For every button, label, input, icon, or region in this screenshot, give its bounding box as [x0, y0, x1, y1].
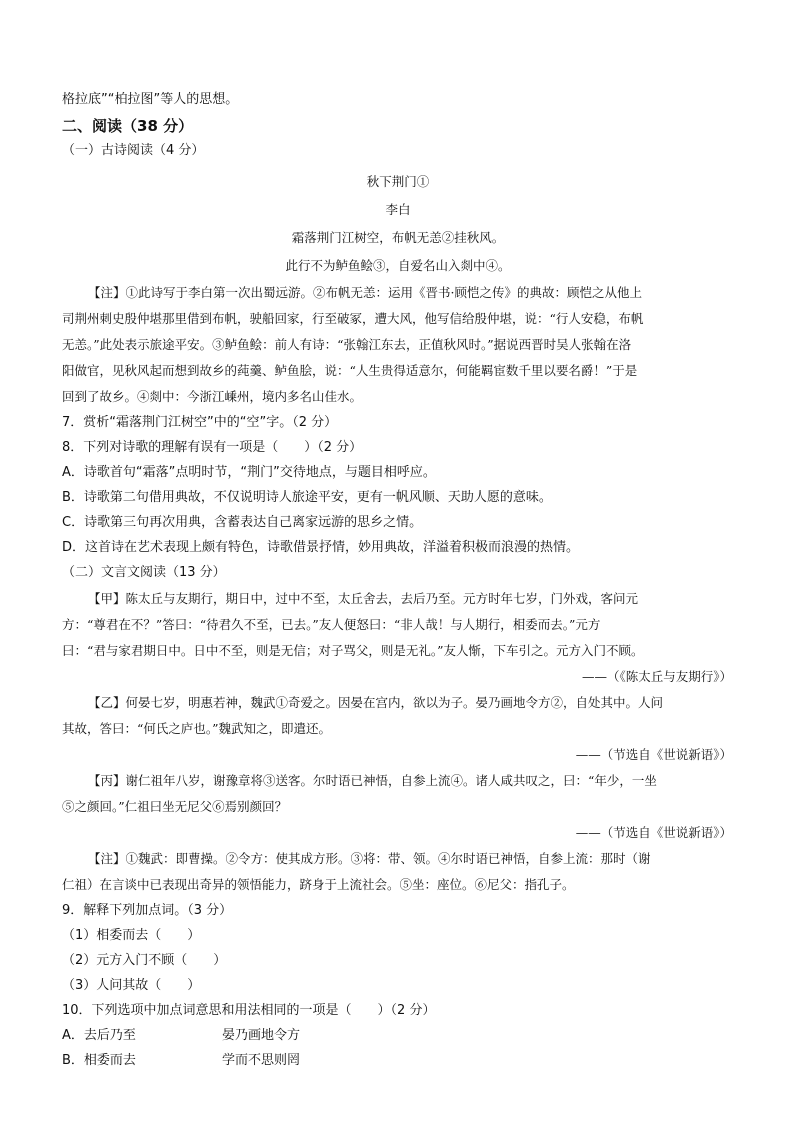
poem-line-1: 霜落荆门江树空，布帆无恙②挂秋风。	[291, 230, 505, 245]
passage-jia	[62, 586, 734, 690]
passage-source: ——（节选自《世说新语》）	[575, 825, 732, 840]
passage-line: 【乙】何晏七岁，明惠若神，魏武①奇爱之。因晏在宫内，欲以为子。晏乃画地令方②，自处其中。人问	[88, 695, 664, 710]
option-a: A．诗歌首句“霜落”点明时节，“荆门”交待地点，与题目相呼应。	[62, 465, 436, 480]
poem-note-line: 无恙。”此处表示旅途平安。③鲈鱼鲙：前人有诗：“张翰江东去，正值秋风时。”据说西晋时吴人张翰在洛	[62, 337, 632, 352]
question-9-item: （2）元方入门不顾（ ）	[62, 953, 227, 968]
option-a-right: 晏乃画地令方	[222, 1028, 301, 1043]
option-b-right: 学而不思则罔	[222, 1053, 301, 1068]
question-7: 7．赏析“霜落荆门江树空”中的“空”字。（2 分）	[62, 415, 338, 430]
question-10-stem: 10．下列选项中加点词意思和用法相同的一项是（ ）（2 分）	[62, 1003, 436, 1018]
question-8	[62, 435, 734, 560]
top-line: 格拉底”“柏拉图”等人的思想。	[62, 92, 239, 107]
poem-note-line: 阳做官，见秋风起而想到故乡的莼羹、鲈鱼脍，说：“人生贵得适意尔，何能羁宦数千里以要名爵！”于是	[62, 363, 638, 378]
poem-note-line: 回到了故乡。④剡中：今浙江嵊州，境内多名山佳水。	[62, 389, 363, 404]
passage-line: 其故，答曰：“何氏之庐也。”魏武知之，即遣还。	[62, 721, 332, 736]
prose-note-line: 【注】①魏武：即曹操。②令方：使其成方形。③将：带、领。④尔时语已神悟，自参上流：那时（谢	[88, 851, 651, 866]
passage-source: ——（《陈太丘与友期行》）	[581, 669, 732, 684]
passage-source: ——（节选自《世说新语》）	[575, 747, 732, 762]
poem-note-line: 司荆州刺史殷仲堪那里借到布帆，驶船回家，行至破冢，遭大风，他写信给殷仲堪，说：“行人安稳，布帆	[62, 311, 644, 326]
prose-note	[62, 846, 734, 898]
question-9-item: （3）人问其故（ ）	[62, 978, 201, 993]
question-9-stem: 9．解释下列加点词。（3 分）	[62, 903, 233, 918]
passage-line: 曰：“君与家君期日中。日中不至，则是无信；对子骂父，则是无礼。”友人惭，下车引之。元方入门不顾。	[62, 643, 644, 658]
passage-line: ⑤之颜回。”仁祖曰坐无尼父⑥焉别颜回？	[62, 799, 288, 814]
question-8-stem: 8．下列对诗歌的理解有误有一项是（ ）（2 分）	[62, 440, 363, 455]
section2-title: 二、阅读（38 分）	[62, 117, 194, 135]
option-b-left: B．相委而去	[62, 1053, 136, 1068]
question-9	[62, 898, 734, 998]
option-b: B．诗歌第二句借用典故，不仅说明诗人旅途平安，更有一帆风顺、天助人愿的意味。	[62, 490, 552, 505]
poem-line-2: 此行不为鲈鱼鲙③，自爱名山入剡中④。	[285, 258, 511, 273]
part1-title: （一）古诗阅读（4 分）	[62, 143, 205, 158]
option-c: C．诗歌第三句再次用典，含蓄表达自己离家远游的思乡之情。	[62, 515, 423, 530]
poem-author: 李白	[385, 202, 411, 217]
question-10-option-a	[62, 1023, 734, 1048]
poem-note-line: 【注】①此诗写于李白第一次出蜀远游。②布帆无恙：运用《晋书·顾恺之传》的典故：顾恺之从他上	[88, 285, 642, 300]
passage-line: 【甲】陈太丘与友期行，期日中，过中不至，太丘舍去，去后乃至。元方时年七岁，门外戏，客问元	[88, 591, 639, 606]
question-10-option-b	[62, 1048, 734, 1073]
poem-note	[62, 280, 734, 410]
prose-note-line: 仁祖）在言谈中已表现出奇异的领悟能力，跻身于上流社会。⑤坐：座位。⑥尼父：指孔子。	[62, 877, 575, 892]
question-10	[62, 998, 734, 1073]
poem	[62, 168, 734, 280]
option-d: D．这首诗在艺术表现上颇有特色，诗歌借景抒情，妙用典故，洋溢着积极而浪漫的热情。	[62, 540, 580, 555]
question-9-item: （1）相委而去（ ）	[62, 928, 201, 943]
passage-yi	[62, 690, 734, 768]
passage-line: 方：“尊君在不？”答曰：“待君久不至，已去。”友人便怒曰：“非人哉！与人期行，相委而去。”元方	[62, 617, 601, 632]
poem-title: 秋下荆门①	[366, 174, 430, 189]
option-a-left: A．去后乃至	[62, 1028, 136, 1043]
part2-title: （二）文言文阅读（13 分）	[62, 565, 226, 580]
passage-line: 【丙】谢仁祖年八岁，谢豫章将③送客。尔时语已神悟，自参上流④。诸人咸共叹之，曰：“年少，一坐	[88, 773, 657, 788]
passage-bing	[62, 768, 734, 846]
